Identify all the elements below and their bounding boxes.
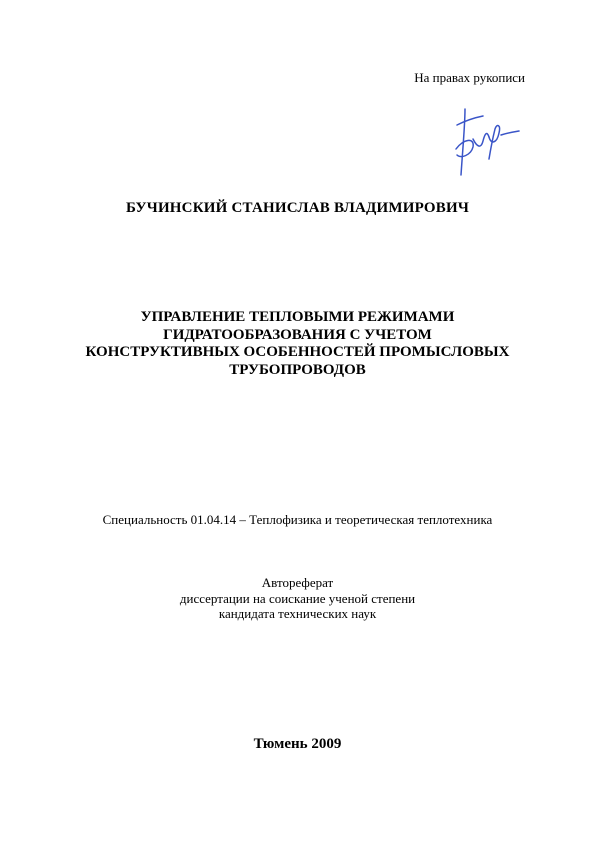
- dissertation-title: [0, 309, 595, 379]
- rights-note: На правах рукописи: [414, 70, 525, 85]
- author-name: БУЧИНСКИЙ СТАНИСЛАВ ВЛАДИМИРОВИЧ: [125, 200, 470, 216]
- abstract-line: кандидата технических наук: [218, 606, 377, 621]
- specialty-line: Специальность 01.04.14 – Теплофизика и теоретическая теплотехника: [102, 512, 493, 527]
- title-line: УПРАВЛЕНИЕ ТЕПЛОВЫМИ РЕЖИМАМИ: [140, 309, 455, 325]
- abstract-heading: Автореферат: [261, 575, 334, 590]
- title-line: ГИДРАТООБРАЗОВАНИЯ С УЧЕТОМ: [163, 326, 432, 343]
- handwritten-signature: [443, 103, 523, 183]
- title-line: ТРУБОПРОВОДОВ: [229, 361, 366, 378]
- abstract-line: диссертации на соискание ученой степени: [179, 590, 416, 606]
- abstract-block: [0, 575, 595, 622]
- title-line: КОНСТРУКТИВНЫХ ОСОБЕННОСТЕЙ ПРОМЫСЛОВЫХ: [85, 344, 510, 360]
- city-year: Тюмень 2009: [253, 736, 342, 752]
